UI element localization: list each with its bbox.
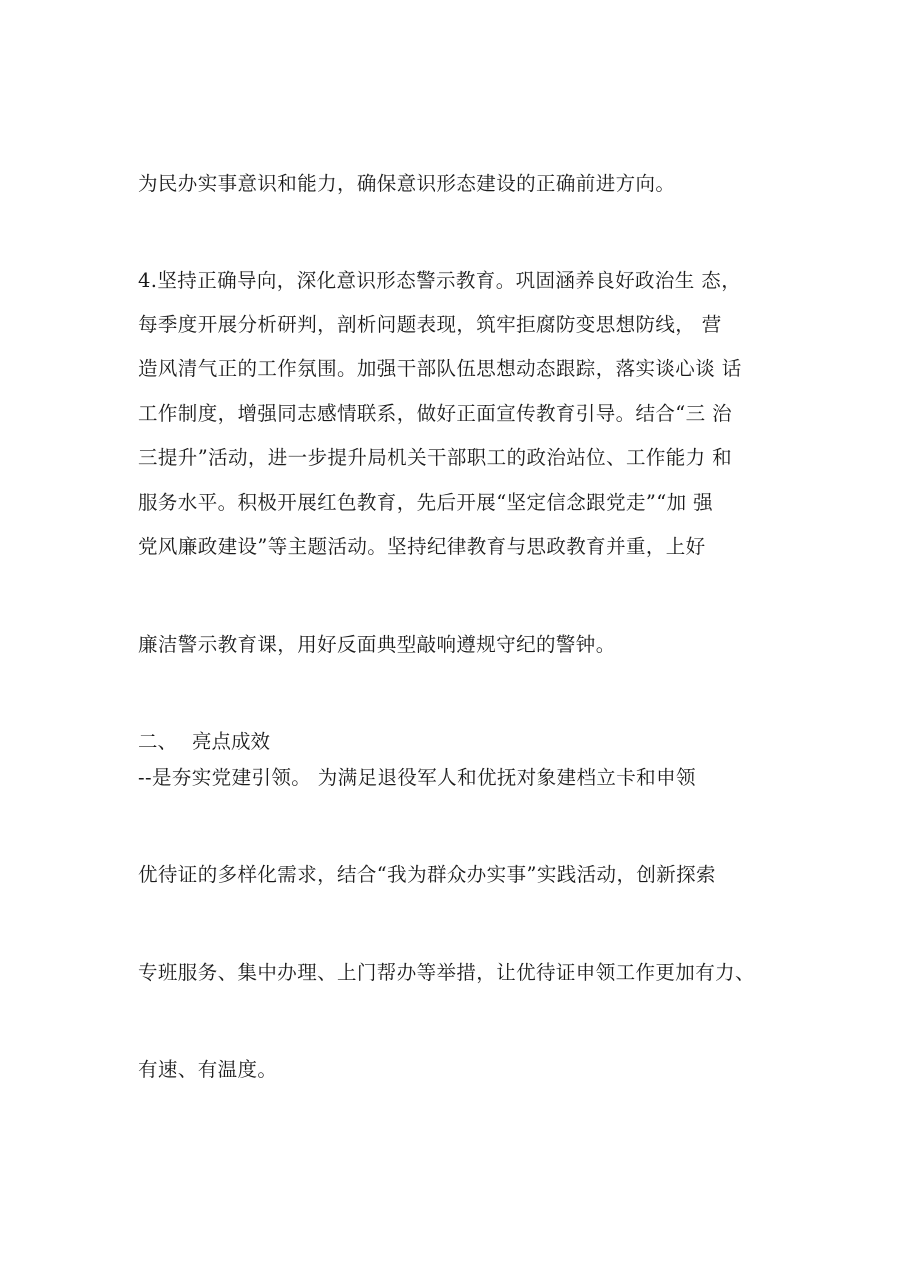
paragraph-line: 每季度开展分析研判，剖析问题表现，筑牢拒腐防变思想防线， 营 — [138, 313, 722, 336]
paragraph-line: 造风清气正的工作氛围。加强干部队伍思想动态跟踪，落实谈心谈 话 — [138, 357, 742, 380]
paragraph-line: 工作制度，增强同志感情联系，做好正面宣传教育引导。结合“三 治 — [138, 402, 733, 425]
paragraph-line: 4.坚持正确导向，深化意识形态警示教育。巩固涵养良好政治生 态， — [138, 269, 742, 292]
paragraph-line: 有速、有温度。 — [138, 1058, 278, 1081]
section-title: 亮点成效 — [192, 730, 271, 753]
paragraph-line: 廉洁警示教育课，用好反面典型敲响遵规守纪的警钟。 — [138, 633, 616, 656]
paragraph-line: --是夯实党建引领。 为满足退役军人和优抚对象建档立卡和申领 — [138, 766, 696, 789]
section-number: 二、 — [138, 730, 178, 753]
paragraph-line: 专班服务、集中办理、上门帮办等举措，让优待证申领工作更加有力、 — [138, 961, 755, 984]
paragraph-line: 三提升”活动，进一步提升局机关干部职工的政治站位、工作能力 和 — [138, 446, 733, 469]
paragraph-line: 优待证的多样化需求，结合“我为群众办实事”实践活动，创新探索 — [138, 863, 716, 886]
paragraph-line: 党风廉政建设”等主题活动。坚持纪律教育与思政教育并重，上好 — [138, 535, 706, 558]
paragraph-line: 为民办实事意识和能力，确保意识形态建设的正确前进方向。 — [138, 172, 676, 195]
paragraph-line: 服务水平。积极开展红色教育，先后开展“坚定信念跟党走”“加 强 — [138, 491, 714, 514]
section-heading — [138, 729, 270, 755]
